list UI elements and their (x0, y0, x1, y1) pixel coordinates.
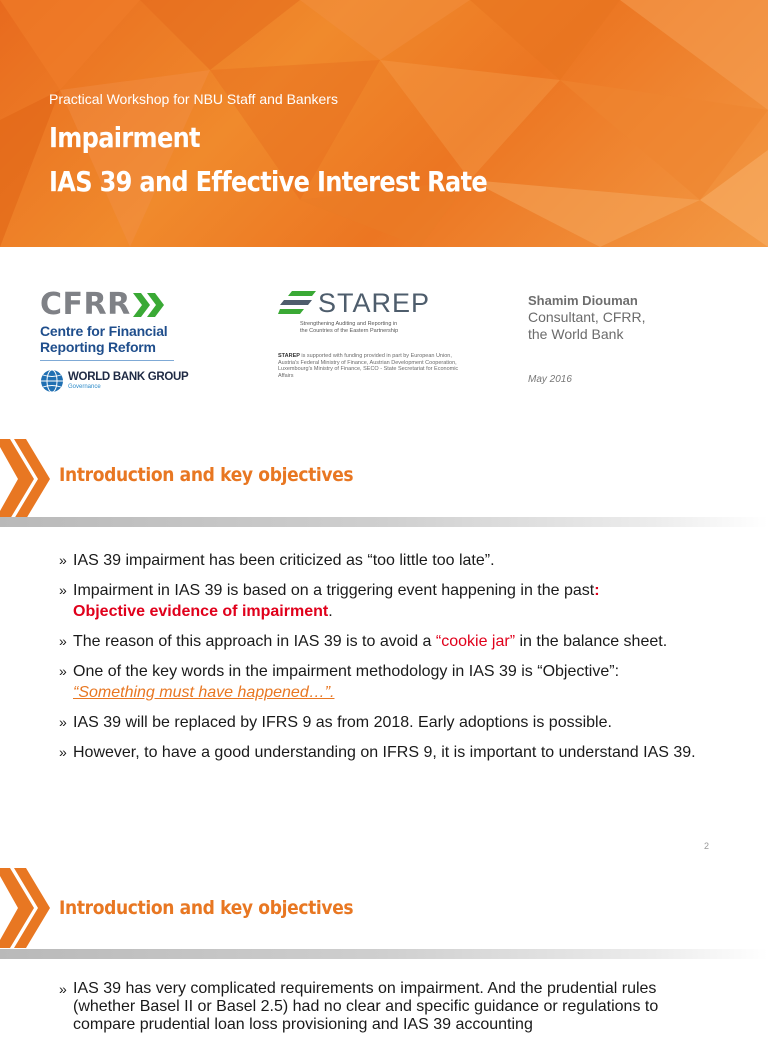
bullet-text: One of the key words in the impairment methodology in IAS 39 is “Objective”: (73, 663, 620, 680)
title-line-2: IAS 39 and Effective Interest Rate (49, 165, 488, 198)
presenter-name: Shamim Diouman (528, 293, 638, 308)
bullet-text: IAS 39 impairment has been criticized as “too little too late”. (73, 552, 495, 569)
objective-evidence-emphasis: Objective evidence of impairment (73, 603, 329, 620)
world-bank-group-logo (40, 369, 190, 393)
starep-tagline (300, 321, 440, 335)
starep-logo (278, 288, 468, 379)
presenter-role-line-1: Consultant, CFRR, (528, 309, 646, 325)
orange-chevron-icon (0, 864, 50, 954)
cfrr-letters: CFRR (40, 287, 131, 322)
bullet-marker: » (59, 582, 67, 598)
double-chevron-icon (133, 293, 167, 317)
something-happened-link[interactable]: “Something must have happened…”. (73, 684, 335, 701)
page-number: 2 (704, 841, 710, 851)
bullet-text: IAS 39 has very complicated requirements on impairment. And the prudential rules (whether Basel II or Basel 2.5) had no clear and specific guidance or regulations to compare prudential loan loss provisioning and IAS 39 accounting (73, 980, 659, 1033)
globe-icon (40, 369, 64, 393)
cfrr-name-line-2: Reporting Reform (40, 339, 156, 355)
wbg-text (68, 371, 188, 391)
starep-note-bold: STAREP (278, 353, 300, 359)
bullet-marker: » (59, 981, 67, 997)
bullet-item (59, 580, 709, 622)
workshop-subtitle: Practical Workshop for NBU Staff and Bankers (49, 91, 338, 107)
slide-3-heading: Introduction and key objectives (59, 897, 354, 919)
starep-funding-note (278, 353, 463, 379)
wbg-title: WORLD BANK GROUP (68, 371, 189, 383)
cfrr-name-line-1: Centre for Financial (40, 323, 168, 339)
slide-3-bullet-list (59, 980, 709, 1043)
bullet-marker: » (59, 744, 67, 760)
slide-2-header-rule (0, 517, 768, 527)
starep-tagline-line-1: Strengthening Auditing and Reporting in (300, 321, 398, 327)
bullet-marker: » (59, 714, 67, 730)
logo-divider (40, 360, 174, 361)
bullet-text: IAS 39 will be replaced by IFRS 9 as from 2018. Early adoptions is possible. (73, 714, 612, 731)
presenter-block (528, 292, 748, 388)
bullet-item (59, 980, 709, 1034)
starep-note-text: is supported with funding provided in part by European Union, Austria's Federal Ministry of Finance, Austrian Development Cooperation, Luxembourg's Ministry of Finance, SECO - State Secretariat for Economic Affairs (278, 353, 459, 379)
starep-word: STAREP (318, 288, 431, 318)
slide-3-header (0, 864, 768, 956)
starep-wordmark (278, 288, 468, 318)
orange-chevron-icon (0, 431, 50, 521)
wbg-subtitle: Governance (68, 384, 101, 390)
cookie-jar-emphasis: “cookie jar” (435, 633, 516, 650)
bullet-item (59, 631, 709, 652)
bullet-marker: » (59, 633, 67, 649)
bullet-item (59, 550, 709, 571)
slide-2-header (0, 431, 768, 523)
bullet-colon: : (594, 582, 600, 599)
bullet-period: . (328, 603, 333, 620)
presentation-date: May 2016 (528, 374, 572, 385)
bullet-text: Impairment in IAS 39 is based on a triggering event happening in the past (73, 582, 595, 599)
bullet-item (59, 661, 709, 703)
bullet-item (59, 712, 709, 733)
bullet-text: The reason of this approach in IAS 39 is to avoid a (73, 633, 436, 650)
bullet-text: However, to have a good understanding on IFRS 9, it is important to understand IAS 39. (73, 744, 696, 761)
cfrr-logo (40, 288, 190, 393)
starep-stripes-icon (278, 289, 316, 317)
slide-2-heading: Introduction and key objectives (59, 464, 354, 486)
slide-2-bullet-list (59, 550, 709, 772)
bullet-marker: » (59, 552, 67, 568)
title-line-1: Impairment (49, 121, 200, 154)
bullet-text-end: in the balance sheet. (515, 633, 668, 650)
cfrr-full-name (40, 323, 190, 355)
presenter-role-line-2: the World Bank (528, 326, 624, 342)
bullet-marker: » (59, 663, 67, 679)
title-banner (0, 0, 768, 247)
cfrr-wordmark (40, 288, 190, 322)
starep-tagline-line-2: the Countries of the Eastern Partnership (300, 328, 399, 334)
slide-3-header-rule (0, 949, 768, 959)
presentation-title (49, 116, 487, 204)
bullet-item (59, 742, 709, 763)
